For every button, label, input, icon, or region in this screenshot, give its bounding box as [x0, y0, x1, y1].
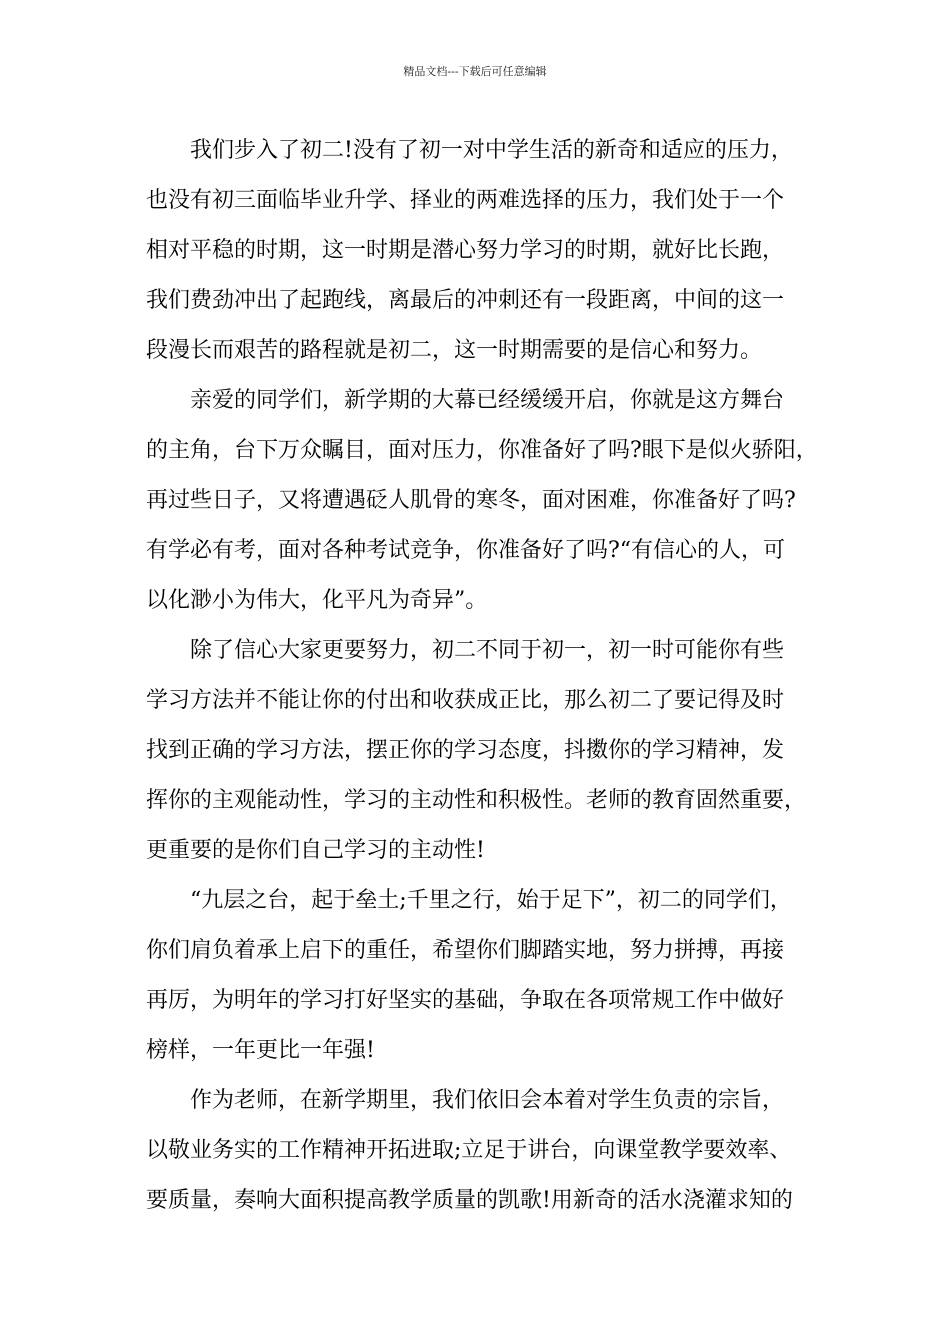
text-line: 要质量，奏响大面积提高教学质量的凯歌!用新奇的活水浇灌求知的	[146, 1188, 793, 1213]
text-line: 再过些日子，又将遭遇砭人肌骨的寒冬，面对困难，你准备好了吗?	[146, 488, 796, 513]
text-line: 也没有初三面临毕业升学、择业的两难选择的压力，我们处于一个	[146, 188, 785, 213]
text-line: “九层之台，起于垒土;千里之行，始于足下”，初二的同学们，	[190, 888, 792, 913]
text-line: 相对平稳的时期，这一时期是潜心努力学习的时期，就好比长跑，	[146, 238, 785, 263]
text-line: 我们费劲冲出了起跑线，离最后的冲刺还有一段距离，中间的这一	[146, 288, 785, 313]
text-line: 榜样，一年更比一年强!	[146, 1038, 375, 1063]
text-line: 挥你的主观能动性，学习的主动性和积极性。老师的教育固然重要，	[146, 788, 807, 813]
text-line: 你们肩负着承上启下的重任，希望你们脚踏实地，努力拼搏，再接	[146, 938, 785, 963]
text-line: 学习方法并不能让你的付出和收获成正比，那么初二了要记得及时	[146, 688, 785, 713]
text-line: 以化渺小为伟大，化平凡为奇异”。	[146, 588, 488, 613]
text-line: 我们步入了初二!没有了初一对中学生活的新奇和适应的压力，	[190, 138, 793, 163]
text-line: 找到正确的学习方法，摆正你的学习态度，抖擞你的学习精神，发	[146, 738, 785, 763]
text-line: 除了信心大家更要努力，初二不同于初一，初一时可能你有些	[190, 638, 785, 663]
text-line: 段漫长而艰苦的路程就是初二，这一时期需要的是信心和努力。	[146, 338, 763, 363]
text-line: 有学必有考，面对各种考试竞争，你准备好了吗?“有信心的人，可	[146, 538, 786, 563]
document-body	[146, 126, 826, 1226]
text-line: 以敬业务实的工作精神开拓进取;立足于讲台，向课堂教学要效率、	[146, 1138, 792, 1163]
text-line: 亲爱的同学们，新学期的大幕已经缓缓开启，你就是这方舞台	[190, 388, 785, 413]
text-line: 再厉，为明年的学习打好坚实的基础，争取在各项常规工作中做好	[146, 988, 785, 1013]
text-line: 的主角，台下万众瞩目，面对压力，你准备好了吗?眼下是似火骄阳，	[146, 438, 818, 463]
page-header: 精品文档---下载后可任意编辑	[403, 65, 547, 78]
text-line: 作为老师，在新学期里，我们依旧会本着对学生负责的宗旨，	[190, 1088, 785, 1113]
text-line: 更重要的是你们自己学习的主动性!	[146, 838, 485, 863]
